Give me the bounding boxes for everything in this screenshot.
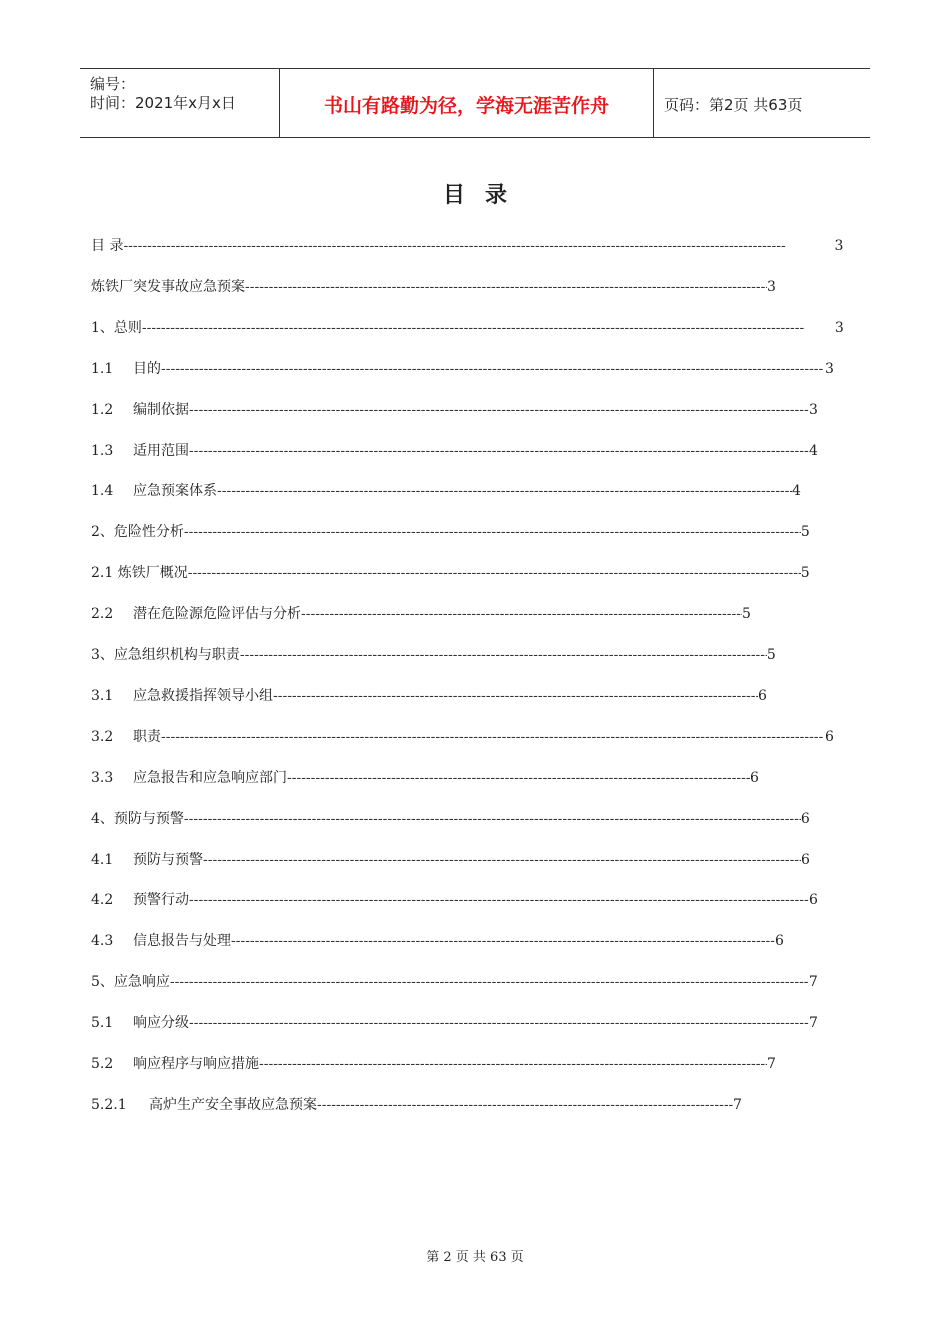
toc-leader [142, 318, 835, 338]
toc-entry-title: 3、应急组织机构与职责 [91, 647, 240, 663]
toc-entry[interactable] [91, 850, 810, 870]
toc-entry-title: 2.1 炼铁厂概况 [91, 565, 188, 582]
header-motto: 书山有路勤为径，学海无涯苦作舟 [323, 95, 609, 117]
toc-entry[interactable] [91, 563, 810, 583]
toc-leader [245, 277, 767, 297]
toc-entry-page: 6 [750, 769, 759, 786]
toc-leader [217, 481, 792, 501]
toc-entry[interactable] [91, 1013, 818, 1033]
toc-entry-number: 1.3 [91, 442, 114, 459]
toc-entry[interactable] [91, 481, 801, 501]
toc-leader [170, 972, 809, 992]
toc-leader [188, 563, 801, 583]
toc-entry-title: 目 录 [91, 238, 124, 254]
toc-entry-number: 5.2 [91, 1056, 114, 1072]
toc-entry-page: 5 [800, 565, 810, 582]
toc-entry[interactable] [91, 604, 751, 624]
toc-entry[interactable] [91, 1095, 742, 1115]
toc-entry-title: 职责 [133, 728, 161, 745]
header-info-cell [80, 69, 280, 137]
toc-entry-page: 6 [800, 810, 810, 827]
toc-entry-number: 2.2 [91, 606, 114, 623]
toc-entry-page: 6 [775, 933, 784, 950]
toc-entry-title: 4、预防与预警 [91, 810, 184, 827]
toc-entry[interactable] [91, 686, 767, 706]
toc-entry[interactable] [91, 277, 776, 297]
toc-leader [189, 441, 809, 461]
toc-entry-title: 编制依据 [133, 401, 189, 418]
toc-entry-number: 4.2 [91, 892, 114, 909]
toc-entry-title: 目的 [133, 360, 161, 377]
toc-entry-title: 信息报告与处理 [133, 933, 231, 950]
toc-entry[interactable] [91, 727, 834, 747]
toc-entry-page: 3 [809, 401, 818, 418]
toc-leader [259, 1054, 767, 1074]
toc-entry-number: 5.2.1 [91, 1096, 127, 1113]
toc-entry-title: 应急救援指挥领导小组 [133, 687, 273, 704]
toc-leader [184, 809, 801, 829]
toc-entry-title: 炼铁厂突发事故应急预案 [91, 278, 245, 295]
toc-leader [161, 359, 825, 379]
toc-entry-title: 响应程序与响应措施 [133, 1056, 259, 1072]
toc-entry-title: 应急报告和应急响应部门 [133, 769, 287, 786]
toc-leader [203, 850, 801, 870]
toc-entry-title: 预警行动 [133, 892, 189, 909]
toc-entry-title: 预防与预警 [133, 851, 203, 868]
toc-entry[interactable] [91, 972, 818, 992]
toc-entry-page: 3 [834, 238, 844, 254]
toc-leader [287, 768, 750, 788]
toc-entry-page: 6 [825, 728, 834, 745]
toc-entry-page: 3 [767, 278, 776, 295]
toc-entry[interactable] [91, 1054, 776, 1074]
toc-entry-page: 3 [834, 319, 844, 336]
toc-entry-page: 5 [742, 606, 751, 623]
toc-entry[interactable] [91, 236, 843, 256]
toc-leader [189, 400, 809, 420]
document-time-label: 时间：2021年x月x日 [90, 94, 236, 112]
toc-entry-page: 6 [758, 687, 767, 704]
document-number-label: 编号： [90, 75, 136, 93]
toc-entry-page: 7 [809, 1015, 818, 1032]
toc-entry-page: 7 [767, 1056, 776, 1072]
toc-leader [161, 727, 825, 747]
page-footer: 第 2 页 共 63 页 [426, 1250, 524, 1265]
toc-entry-page: 4 [792, 483, 801, 500]
page-header [80, 68, 870, 138]
toc-entry[interactable] [91, 400, 818, 420]
toc-entry-page: 3 [825, 360, 834, 377]
toc-entry-page: 5 [766, 647, 776, 663]
toc-leader [317, 1095, 733, 1115]
toc-entry-title: 1、总则 [91, 319, 142, 336]
toc-leader [231, 931, 775, 951]
toc-entry-number: 1.4 [91, 483, 114, 500]
toc-leader [240, 645, 767, 665]
toc-entry-page: 7 [733, 1096, 742, 1113]
toc-entry-title: 高炉生产安全事故应急预案 [149, 1096, 317, 1113]
toc-entry-number: 5.1 [91, 1015, 114, 1032]
toc-entry[interactable] [91, 890, 818, 910]
toc-entry-page: 4 [809, 442, 818, 459]
toc-entry-number: 3.1 [91, 687, 114, 704]
toc-entry-page: 7 [808, 974, 818, 991]
toc-entry-number: 3.2 [91, 728, 114, 745]
toc-entry[interactable] [91, 645, 776, 665]
toc-entry-title: 适用范围 [133, 442, 189, 459]
toc-entry-number: 1.1 [91, 360, 114, 377]
header-page-number: 页码：第2页 共63页 [664, 96, 803, 114]
header-motto-cell [280, 69, 654, 137]
toc-entry-number: 3.3 [91, 769, 114, 786]
toc-leader [301, 604, 742, 624]
toc-entry[interactable] [91, 809, 810, 829]
toc-leader [184, 522, 801, 542]
toc-entry-page: 5 [800, 524, 810, 541]
toc-entry[interactable] [91, 522, 810, 542]
toc-entry-number: 4.3 [91, 933, 114, 950]
toc-entry-number: 1.2 [91, 401, 114, 418]
toc-entry[interactable] [91, 318, 844, 338]
toc-entry[interactable] [91, 768, 759, 788]
toc-leader [189, 890, 809, 910]
header-page-cell [654, 69, 870, 137]
toc-entry-title: 5、应急响应 [91, 974, 170, 991]
toc-leader [123, 236, 834, 256]
toc-entry-title: 响应分级 [133, 1015, 189, 1032]
toc-entry-title: 应急预案体系 [133, 483, 217, 500]
toc-leader [189, 1013, 809, 1033]
toc-entry[interactable] [91, 441, 818, 461]
toc-entry-page: 6 [801, 851, 810, 868]
toc-title: 目录 [442, 183, 527, 208]
toc-entry-title: 2、危险性分析 [91, 524, 184, 541]
toc-entry[interactable] [91, 931, 784, 951]
toc-entry[interactable] [91, 359, 834, 379]
toc-entry-title: 潜在危险源危险评估与分析 [133, 606, 301, 623]
toc-entry-page: 6 [809, 892, 818, 909]
toc-entry-number: 4.1 [91, 851, 114, 868]
toc-leader [273, 686, 758, 706]
